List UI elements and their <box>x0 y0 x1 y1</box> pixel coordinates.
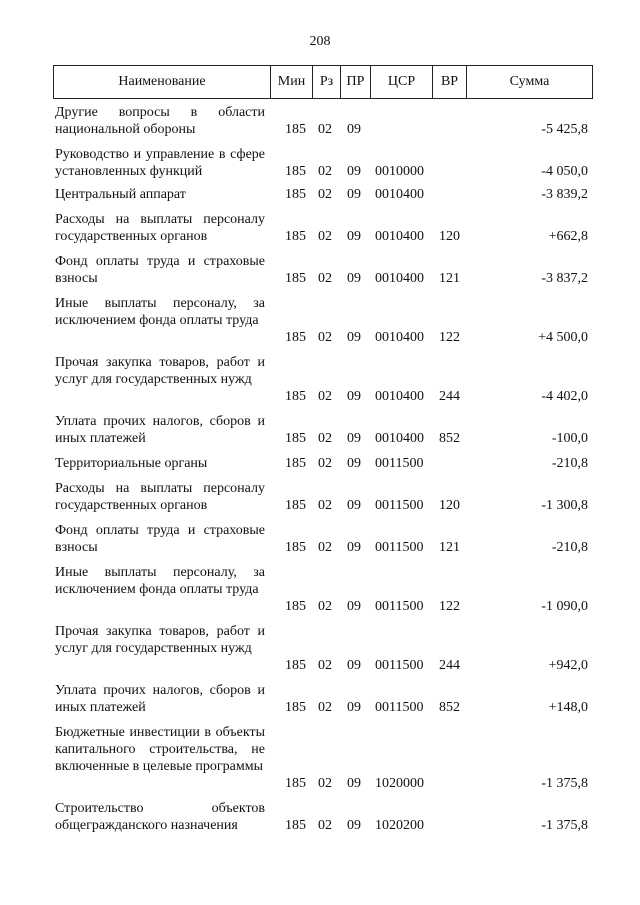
row-rz: 02 <box>318 498 332 513</box>
row-min: 185 <box>285 456 306 471</box>
row-csr: 0010400 <box>375 431 424 446</box>
table-row <box>0 146 640 180</box>
row-sum: -1 375,8 <box>541 818 588 833</box>
row-rz: 02 <box>318 599 332 614</box>
row-min: 185 <box>285 498 306 513</box>
row-rz: 02 <box>318 187 332 202</box>
row-rz: 02 <box>318 271 332 286</box>
row-sum: -3 837,2 <box>541 271 588 286</box>
row-rz: 02 <box>318 540 332 555</box>
row-vr: 122 <box>439 599 460 614</box>
row-name: Уплата прочих налогов, сборов и иных платежей <box>55 683 265 715</box>
row-csr: 0011500 <box>375 456 424 471</box>
table-row <box>0 295 640 346</box>
row-csr: 0010400 <box>375 389 424 404</box>
header-csr: ЦСР <box>370 66 432 98</box>
row-name: Фонд оплаты труда и страховые взносы <box>55 254 265 286</box>
table-row <box>0 354 640 405</box>
table-row <box>0 211 640 245</box>
row-name: Строительство объектов общегражданского назначения <box>55 801 265 833</box>
row-name: Центральный аппарат <box>55 187 186 202</box>
row-pr: 09 <box>347 658 361 673</box>
table-row <box>0 455 640 472</box>
row-min: 185 <box>285 122 306 137</box>
row-pr: 09 <box>347 164 361 179</box>
row-sum: -1 300,8 <box>541 498 588 513</box>
row-name: Территориальные органы <box>55 456 208 471</box>
row-sum: +4 500,0 <box>538 330 588 345</box>
row-csr: 1020200 <box>375 818 424 833</box>
row-vr: 120 <box>439 498 460 513</box>
table-row <box>0 564 640 615</box>
row-pr: 09 <box>347 498 361 513</box>
table-row <box>0 522 640 556</box>
row-name: Расходы на выплаты персоналу государственных органов <box>55 481 265 513</box>
table-row <box>0 800 640 834</box>
header-min: Мин <box>270 66 312 98</box>
row-rz: 02 <box>318 330 332 345</box>
row-rz: 02 <box>318 700 332 715</box>
row-min: 185 <box>285 330 306 345</box>
table-row <box>0 724 640 792</box>
row-sum: -1 375,8 <box>541 776 588 791</box>
row-pr: 09 <box>347 599 361 614</box>
table-row <box>0 104 640 138</box>
table-body <box>0 104 640 834</box>
row-name: Расходы на выплаты персоналу государственных органов <box>55 212 265 244</box>
header-pr: ПР <box>340 66 370 98</box>
row-min: 185 <box>285 818 306 833</box>
row-rz: 02 <box>318 122 332 137</box>
row-rz: 02 <box>318 776 332 791</box>
row-sum: -1 090,0 <box>541 599 588 614</box>
row-pr: 09 <box>347 389 361 404</box>
row-name: Бюджетные инвестиции в объекты капитального строительства, не включенные в целевые программы <box>55 725 265 774</box>
row-sum: +148,0 <box>548 700 588 715</box>
row-csr: 0011500 <box>375 599 424 614</box>
row-pr: 09 <box>347 700 361 715</box>
row-pr: 09 <box>347 431 361 446</box>
row-rz: 02 <box>318 456 332 471</box>
row-pr: 09 <box>347 271 361 286</box>
row-rz: 02 <box>318 389 332 404</box>
row-csr: 0010400 <box>375 330 424 345</box>
table-row <box>0 480 640 514</box>
row-sum: -210,8 <box>551 540 588 555</box>
row-sum: +662,8 <box>548 229 588 244</box>
row-vr: 852 <box>439 431 460 446</box>
row-sum: +942,0 <box>548 658 588 673</box>
row-pr: 09 <box>347 330 361 345</box>
row-name: Уплата прочих налогов, сборов и иных платежей <box>55 414 265 446</box>
row-rz: 02 <box>318 229 332 244</box>
header-rz: Рз <box>312 66 340 98</box>
row-min: 185 <box>285 599 306 614</box>
table-row <box>0 253 640 287</box>
row-sum: -3 839,2 <box>541 187 588 202</box>
row-pr: 09 <box>347 187 361 202</box>
row-vr: 121 <box>439 271 460 286</box>
table-row <box>0 413 640 447</box>
row-rz: 02 <box>318 818 332 833</box>
row-sum: -100,0 <box>551 431 588 446</box>
row-vr: 244 <box>439 658 460 673</box>
row-name: Иные выплаты персоналу, за исключением фонда оплаты труда <box>55 565 265 597</box>
row-sum: -4 050,0 <box>541 164 588 179</box>
row-name: Руководство и управление в сфере установленных функций <box>55 147 265 179</box>
row-csr: 0011500 <box>375 658 424 673</box>
row-min: 185 <box>285 389 306 404</box>
row-csr: 1020000 <box>375 776 424 791</box>
row-min: 185 <box>285 776 306 791</box>
row-min: 185 <box>285 658 306 673</box>
row-rz: 02 <box>318 164 332 179</box>
row-pr: 09 <box>347 456 361 471</box>
row-vr: 120 <box>439 229 460 244</box>
row-min: 185 <box>285 271 306 286</box>
page-number: 208 <box>309 34 331 49</box>
row-name: Прочая закупка товаров, работ и услуг для государственных нужд <box>55 624 265 656</box>
row-sum: -5 425,8 <box>541 122 588 137</box>
table-header <box>53 65 593 99</box>
row-vr: 122 <box>439 330 460 345</box>
row-rz: 02 <box>318 431 332 446</box>
row-sum: -210,8 <box>551 456 588 471</box>
table-row <box>0 186 640 203</box>
row-name: Прочая закупка товаров, работ и услуг для государственных нужд <box>55 355 265 387</box>
row-name: Фонд оплаты труда и страховые взносы <box>55 523 265 555</box>
row-min: 185 <box>285 431 306 446</box>
row-vr: 121 <box>439 540 460 555</box>
row-pr: 09 <box>347 818 361 833</box>
row-csr: 0010400 <box>375 271 424 286</box>
row-csr: 0010400 <box>375 229 424 244</box>
row-min: 185 <box>285 164 306 179</box>
row-csr: 0011500 <box>375 540 424 555</box>
row-pr: 09 <box>347 776 361 791</box>
row-pr: 09 <box>347 540 361 555</box>
row-min: 185 <box>285 187 306 202</box>
row-vr: 852 <box>439 700 460 715</box>
row-min: 185 <box>285 229 306 244</box>
row-rz: 02 <box>318 658 332 673</box>
row-csr: 0010000 <box>375 164 424 179</box>
row-sum: -4 402,0 <box>541 389 588 404</box>
row-name: Иные выплаты персоналу, за исключением фонда оплаты труда <box>55 296 265 328</box>
row-vr: 244 <box>439 389 460 404</box>
row-min: 185 <box>285 700 306 715</box>
table-row <box>0 682 640 716</box>
header-sum: Сумма <box>466 66 592 98</box>
row-csr: 0011500 <box>375 700 424 715</box>
header-vr: ВР <box>432 66 466 98</box>
row-min: 185 <box>285 540 306 555</box>
row-pr: 09 <box>347 122 361 137</box>
row-csr: 0010400 <box>375 187 424 202</box>
table-row <box>0 623 640 674</box>
row-csr: 0011500 <box>375 498 424 513</box>
row-name: Другие вопросы в области национальной обороны <box>55 105 265 137</box>
row-pr: 09 <box>347 229 361 244</box>
header-name: Наименование <box>118 74 206 89</box>
